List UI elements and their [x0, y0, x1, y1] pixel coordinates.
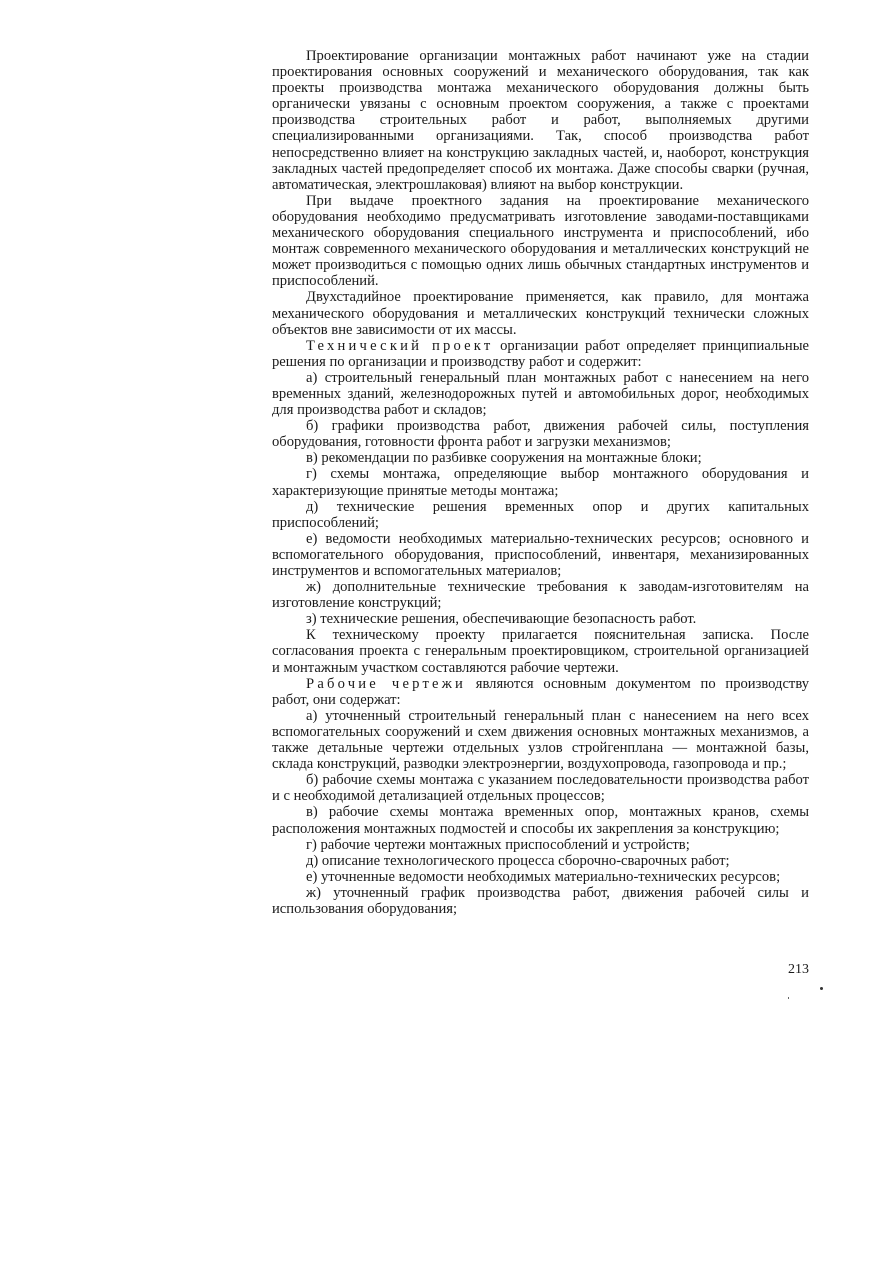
list-item: а) уточненный строительный генеральный план с нанесением на него всех вспомогательных сооружений и схем движения основных монтажных механизмов, а также детальные чертежи отдельных узлов стройгенплана — монтажной базы, склада конструкций, разводки электроэнергии, воздухопровода, газопровода и пр.;	[272, 707, 809, 773]
scan-speck	[788, 997, 789, 999]
list-item: б) рабочие схемы монтажа с указанием последовательности производства работ и с необходимой детализацией отдельных процессов;	[272, 772, 809, 805]
paragraph: При выдаче проектного задания на проектирование механического оборудования необходимо предусматривать изготовление заводами-поставщиками механического оборудования специального инструмента и приспособлений, ибо монтаж современного механического оборудования и металлических конструкций не может производиться с помощью одних лишь обычных стандартных инструментов и приспособлений.	[272, 192, 809, 290]
list-item: ж) уточненный график производства работ, движения рабочей силы и использования оборудования;	[272, 884, 809, 917]
list-item: г) рабочие чертежи монтажных приспособлений и устройств;	[306, 836, 690, 853]
list-item: б) графики производства работ, движения рабочей силы, поступления оборудования, готовности фронта работ и загрузки механизмов;	[272, 418, 809, 451]
paragraph: К техническому проекту прилагается пояснительная записка. После согласования проекта с генеральным проектировщиком, строительной организацией и монтажным участком составляются рабочие чертежи.	[272, 627, 809, 676]
list-item: д) описание технологического процесса сборочно-сварочных работ;	[306, 852, 730, 869]
list-item: е) ведомости необходимых материально-технических ресурсов; основного и вспомогательного оборудования, приспособлений, инвентаря, механизированных инструментов и вспомогательных материалов;	[272, 530, 809, 579]
page-body	[272, 48, 809, 917]
paragraph	[272, 676, 809, 708]
list-item: д) технические решения временных опор и других капитальных приспособлений;	[272, 498, 809, 531]
paragraph-rest: организации работ определяет принципиальные решения по организации и производству работ и содержит:	[272, 337, 810, 370]
page-number: 213	[788, 962, 809, 977]
paragraph	[272, 338, 809, 370]
paragraph: Проектирование организации монтажных работ начинают уже на стадии проектирования основных сооружений и механического оборудования, так как проекты производства монтажа механического оборудования должны быть органически увязаны с основным проектом сооружения, а также с проектами производства строительных работ и работ, выполняемых другими специализированными организациями. Так, способ производства работ непосредственно влияет на конструкцию закладных частей, и, наоборот, конструкция закладных частей предопределяет способ их монтажа. Даже способы сварки (ручная, автоматическая, электрошлаковая) влияют на выбор конструкции.	[272, 48, 809, 193]
list-item: г) схемы монтажа, определяющие выбор монтажного оборудования и характеризующие принятые методы монтажа;	[272, 466, 809, 499]
list-item: е) уточненные ведомости необходимых материально-технических ресурсов;	[306, 868, 781, 885]
list-item: в) рекомендации по разбивке сооружения на монтажные блоки;	[306, 450, 702, 467]
list-item: в) рабочие схемы монтажа временных опор, монтажных кранов, схемы расположения монтажных подмостей и способы их закрепления за конструкцию;	[272, 804, 809, 837]
scan-speck	[820, 987, 823, 990]
list-item: а) строительный генеральный план монтажных работ с нанесением на него временных зданий, железнодорожных путей и автомобильных дорог, необходимых для производства работ и складов;	[272, 369, 809, 419]
list-item: з) технические решения, обеспечивающие безопасность работ.	[306, 611, 697, 628]
paragraph-rest: являются основным документом по производству работ, они содержат:	[272, 675, 810, 708]
list-item: ж) дополнительные технические требования к заводам-изготовителям на изготовление конструкций;	[272, 579, 809, 612]
paragraph: Двухстадийное проектирование применяется, как правило, для монтажа механического оборудования и металлических конструкций технически сложных объектов вне зависимости от их массы.	[272, 289, 809, 338]
term-working-drawings: Рабочие чертежи	[306, 675, 466, 692]
term-technical-project: Технический проект	[306, 337, 494, 354]
